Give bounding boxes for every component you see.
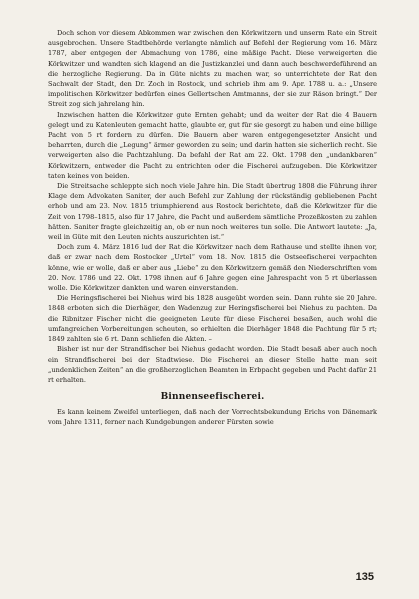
paragraph-4: Doch zum 4. März 1816 lud der Rat die Körkwitzer nach dem Rathause und stellte ihnen vor, daß er zwar nach dem Rostocker „Urtel“ vom 18. Nov. 1815 die Ostseefischerei verpachten könne, wie er wolle, daß er aber aus „Liebe“ zu den Körkwitzern gemäß den Niederschriften vom 20. Nov. 1786 und 22. Okt. 1798 ihnen auf 6 Jahre gegen eine Jahrespacht von 5 rt überlassen wolle. Die Körkwitzer dankten und waren einverstanden. [48, 243, 377, 293]
paragraph-3: Die Streitsache schleppte sich noch viele Jahre hin. Die Stadt übertrug 1808 die Führung ihrer Klage dem Advokaten Saniter, der auch Befehl zur Zahlung der rückständig gebliebenen Pacht erhob und am 23. Nov. 1815 triumphierend aus Rostock berichtete, daß die Körkwitzer für die Zeit von 1798–1815, also für 17 Jahre, die Pacht und außerdem sämtliche Prozeßkosten zu zahlen hätten. Saniter fragte gleichzeitig an, ob er nun noch weiteres tun solle. Die Antwort lautete: „Ja, weil in Güte mit den Leuten nichts auszurichten ist.“ [48, 182, 377, 242]
closing-paragraph: Es kann keinem Zweifel unterliegen, daß nach der Vorrechtsbekundung Erichs von Dänemark vom Jahre 1311, ferner nach Kundgebungen anderer Fürsten sowie [48, 408, 377, 427]
paragraph-5: Die Heringsfischerei bei Niehus wird bis 1828 ausgeübt worden sein. Dann ruhte sie 20 Jahre. 1848 erboten sich die Dierhäger, den Wadenzug zur Heringsfischerei bei Niehus zu pachten. Da die Ribnitzer Fischer nicht die geeigneten Leute für diese Fischerei besaßen, auch wohl die umfangreichen Vorbereitungen scheuten, so erhielten die Dierhäger 1848 die Pachtung für 5 rt; 1849 zahlten sie 6 rt. Dann schliefen die Akten. – [48, 294, 377, 344]
paragraph-6: Bisher ist nur der Strandfischer bei Niehus gedacht worden. Die Stadt besaß aber auch noch ein Strandfischerei bei der Stadtwiese. Die Fischerei an dieser Stelle hatte man seit „undenklichen Zeiten“ an die großherzoglichen Beamten in Erbpacht gegeben und Pacht dafür 21 rt erhalten. [48, 345, 377, 384]
paragraph-1: Doch schon vor diesem Abkommen war zwischen den Körkwitzern und unserm Rate ein Streit ausgebrochen. Unsere Stadtbehörde verlangte nämlich auf Befehl der Regierung vom 16. März 1787, aber entgegen der Abmachung von 1786, eine mäßige Pacht. Diese verweigerten die Körkwitzer und wandten sich klagend an die Justizkanzlei und dann auch beschwerdeführend an die herzogliche Regierung. Da in Güte nichts zu machen war, so unterrichtete der Rat den Sachwalt der Stadt, den Dr. Zoch in Rostock, und schrieb ihm am 9. Apr. 1788 u. a.: „Unsere impolitischen Körkwitzer bedürfen eines Gellertschen Amtmanns, der sie zur Räson bringt.“ Der Streit zog sich jahrelang hin. [48, 29, 377, 109]
page-number: 135 [355, 571, 374, 583]
paragraph-2: Inzwischen hatten die Körkwitzer gute Ernten gehabt; und da weiter der Rat die 4 Bauern gelegt und zu Katenleuten gemacht hatte, glaubte er, gut für sie gesorgt zu haben und eine billige Pacht von 5 rt fordern zu dürfen. Die Bauern aber waren entgegengesetzter Ansicht und beharrten, durch die „Legung“ ärmer geworden zu sein; und darin hatten sie sicherlich recht. Sie verweigerten also die Pachtzahlung. Da befahl der Rat am 22. Okt. 1798 den „undankbaren“ Körkwitzern, entweder die Pacht zu entrichten oder die Fischerei aufzugeben. Die Körkwitzer taten keines von beiden. [48, 110, 377, 180]
section-heading: Binnenseefischerei. [160, 392, 265, 403]
